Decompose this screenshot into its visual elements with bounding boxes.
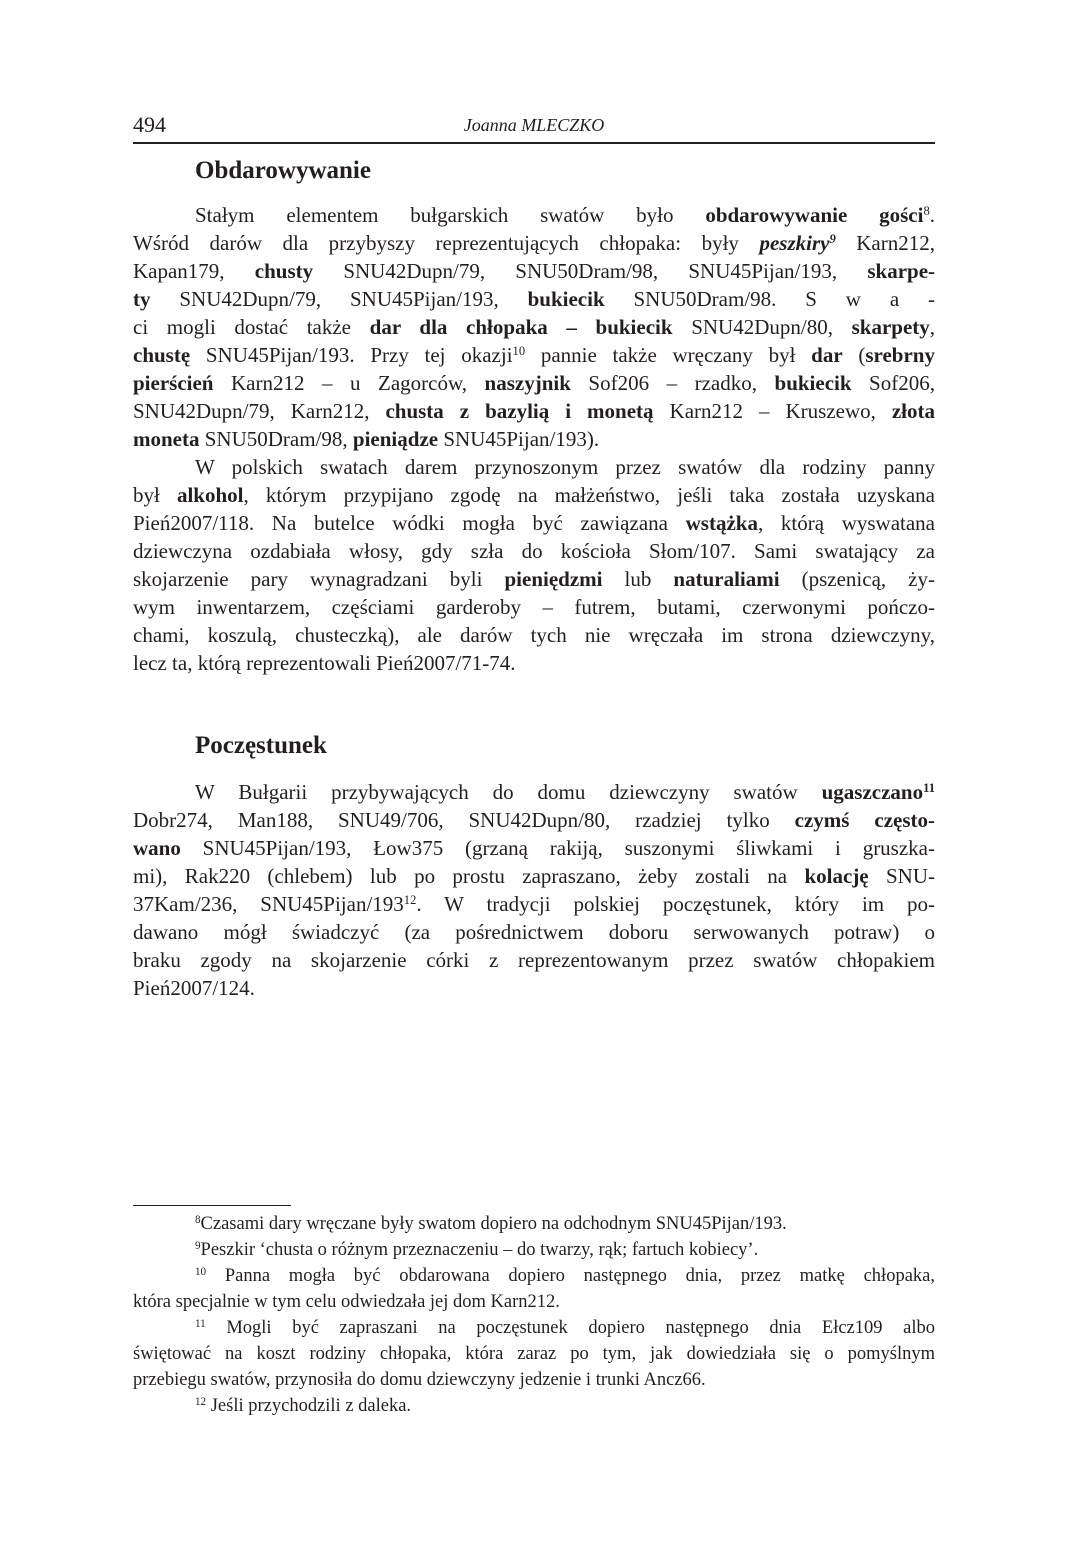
text-run: chami, koszulą, chusteczką), ale darów tych nie wręczała im strona dziewczyny, bbox=[133, 623, 935, 647]
text-line bbox=[133, 806, 935, 834]
text-run: . bbox=[929, 203, 935, 227]
text-run: SNU42Dupn/80, bbox=[672, 315, 852, 339]
text-run: Pień2007/118. Na butelce wódki mogła być zawiązana bbox=[133, 511, 686, 535]
page-number: 494 bbox=[133, 112, 166, 137]
bold-term: złota bbox=[891, 399, 935, 423]
text-run: pannie także wręczany był bbox=[525, 343, 812, 367]
text-line bbox=[133, 509, 935, 537]
footnote-marker: 10 bbox=[512, 344, 526, 359]
bold-term: ugaszczano bbox=[821, 780, 924, 804]
text-line bbox=[133, 1341, 935, 1367]
text-run: skojarzenie pary wynagradzani byli bbox=[133, 567, 505, 591]
text-run: Dobr274, Man188, SNU49/706, SNU42Dupn/80, rzadziej tylko bbox=[133, 808, 795, 832]
text-line bbox=[133, 425, 935, 453]
text-run: lecz ta, którą reprezentowali Pień2007/71-74. bbox=[133, 651, 516, 675]
footnote-marker: 10 bbox=[195, 1265, 207, 1278]
bold-term: peszkiry bbox=[759, 231, 830, 255]
text-run: mi), Rak220 (chlebem) lub po prostu zapraszano, żeby zostali na bbox=[133, 864, 805, 888]
text-line bbox=[133, 621, 935, 649]
header-rule bbox=[133, 142, 935, 144]
footnote-rule bbox=[133, 1205, 291, 1206]
text-line bbox=[133, 1315, 935, 1341]
bold-term: wstążka bbox=[685, 511, 758, 535]
footnotes bbox=[133, 1211, 935, 1419]
footnote-marker: 9 bbox=[829, 232, 836, 247]
text-run: W Bułgarii przybywających do domu dziewczyny swatów bbox=[195, 780, 822, 804]
text-line bbox=[133, 593, 935, 621]
bold-term: moneta bbox=[133, 427, 200, 451]
footnote-marker: 8 bbox=[195, 1213, 201, 1226]
bold-term: bukiecik bbox=[774, 371, 852, 395]
text-run: Sof206 – rzadko, bbox=[570, 371, 775, 395]
text-run: Wśród darów dla przybyszy reprezentujących chłopaka: były bbox=[133, 231, 760, 255]
bold-term: naszyjnik bbox=[484, 371, 571, 395]
text-run: dawano mógł świadczyć (za pośrednictwem doboru serwowanych potraw) o bbox=[133, 920, 935, 944]
text-run: ( bbox=[842, 343, 866, 367]
text-run: Karn212 – Kruszewo, bbox=[653, 399, 892, 423]
text-run: , którym przypijano zgodę na małżeństwo, jeśli taka została uzyskana bbox=[243, 483, 935, 507]
bold-term: obdarowywanie gości bbox=[705, 203, 924, 227]
text-line bbox=[133, 257, 935, 285]
text-run: . W tradycji polskiej poczęstunek, który im po- bbox=[416, 892, 935, 916]
bold-term: chusta z bazylią i monetą bbox=[385, 399, 654, 423]
text-run: ci mogli dostać także bbox=[133, 315, 370, 339]
text-run: SNU45Pijan/193). bbox=[438, 427, 600, 451]
text-run: Karn212 – u Zagorców, bbox=[213, 371, 485, 395]
text-run: SNU50Dram/98. S w a - bbox=[604, 287, 935, 311]
bold-term: alkohol bbox=[176, 483, 244, 507]
bold-term: wano bbox=[133, 836, 181, 860]
text-line bbox=[133, 649, 935, 677]
text-run: Kapan179, bbox=[133, 259, 255, 283]
text-line bbox=[133, 229, 935, 257]
footnote-marker: 9 bbox=[195, 1239, 201, 1252]
text-run: Peszkir ‘chusta o różnym przeznaczeniu – do twarzy, rąk; fartuch kobiecy’. bbox=[200, 1240, 759, 1260]
text-line bbox=[133, 946, 935, 974]
text-run: był bbox=[133, 483, 177, 507]
text-line bbox=[133, 1393, 935, 1419]
text-run: Mogli być zapraszani na poczęstunek dopiero następnego dnia Ełcz109 albo bbox=[205, 1318, 935, 1338]
text-run: dziewczyna ozdabiała włosy, gdy szła do kościoła Słom/107. Sami swatający za bbox=[133, 539, 935, 563]
text-run: SNU45Pijan/193. Przy tej okazji bbox=[190, 343, 513, 367]
text-run: wym inwentarzem, częściami garderoby – futrem, butami, czerwonymi pończo- bbox=[133, 595, 935, 619]
footnote-marker: 12 bbox=[195, 1395, 207, 1408]
text-line bbox=[133, 778, 935, 806]
text-run: Jeśli przychodzili z daleka. bbox=[206, 1396, 412, 1416]
text-line bbox=[133, 369, 935, 397]
footnote-marker: 8 bbox=[923, 204, 930, 219]
section-body-poczestunek bbox=[133, 778, 935, 1002]
text-run: Panna mogła być obdarowana dopiero następnego dnia, przez matkę chłopaka, bbox=[206, 1266, 935, 1286]
text-line bbox=[133, 1263, 935, 1289]
bold-term: pierścień bbox=[133, 371, 214, 395]
paragraph bbox=[133, 201, 935, 453]
text-run: świętować na koszt rodziny chłopaka, która zaraz po tym, jak dowiedziała się o pomyślnym bbox=[133, 1344, 935, 1364]
bold-term: czymś często- bbox=[794, 808, 935, 832]
text-line bbox=[133, 313, 935, 341]
footnote-marker: 11 bbox=[923, 781, 935, 796]
text-line bbox=[133, 201, 935, 229]
text-run: SNU50Dram/98, bbox=[199, 427, 353, 451]
text-line bbox=[133, 537, 935, 565]
text-run: W polskich swatach darem przynoszonym przez swatów dla rodziny panny bbox=[195, 455, 935, 479]
text-run: SNU42Dupn/79, SNU45Pijan/193, bbox=[150, 287, 528, 311]
bold-term: pieniędzmi bbox=[504, 567, 603, 591]
paragraph bbox=[133, 778, 935, 1002]
text-line bbox=[133, 1367, 935, 1393]
text-run: 37Kam/236, SNU45Pijan/193 bbox=[133, 892, 404, 916]
text-run: SNU42Dupn/79, SNU50Dram/98, SNU45Pijan/193, bbox=[313, 259, 868, 283]
text-line bbox=[133, 1237, 935, 1263]
text-run: , bbox=[929, 315, 936, 339]
section-body-obdarowywanie bbox=[133, 201, 935, 677]
text-run: braku zgody na skojarzenie córki z reprezentowanym przez swatów chłopakiem bbox=[133, 948, 935, 972]
footnote-marker: 12 bbox=[403, 893, 417, 908]
text-line bbox=[133, 1211, 935, 1237]
text-run: SNU45Pijan/193, Łow375 (grzaną rakiją, suszonymi śliwkami i gruszka- bbox=[180, 836, 935, 860]
bold-term: srebrny bbox=[865, 343, 935, 367]
bold-term: kolację bbox=[804, 864, 869, 888]
bold-term: chusty bbox=[254, 259, 314, 283]
text-line bbox=[133, 974, 935, 1002]
section-heading-obdarowywanie: Obdarowywanie bbox=[195, 157, 371, 184]
footnote-marker: 11 bbox=[195, 1317, 206, 1330]
text-line bbox=[133, 862, 935, 890]
bold-term: skarpe- bbox=[867, 259, 936, 283]
text-run: która specjalnie w tym celu odwiedzała jej dom Karn212. bbox=[133, 1292, 560, 1312]
text-run: Czasami dary wręczane były swatom dopiero na odchodnym SNU45Pijan/193. bbox=[200, 1214, 787, 1234]
text-run: SNU42Dupn/79, Karn212, bbox=[133, 399, 386, 423]
text-line bbox=[133, 890, 935, 918]
bold-term: skarpety bbox=[851, 315, 930, 339]
text-line bbox=[133, 397, 935, 425]
text-line bbox=[133, 481, 935, 509]
text-run: (pszenicą, ży- bbox=[779, 567, 935, 591]
text-line bbox=[133, 565, 935, 593]
section-heading-poczestunek: Poczęstunek bbox=[195, 732, 327, 759]
text-line bbox=[133, 341, 935, 369]
text-line bbox=[133, 834, 935, 862]
text-run: lub bbox=[602, 567, 674, 591]
bold-term: dar bbox=[811, 343, 843, 367]
text-run: SNU- bbox=[868, 864, 935, 888]
text-line bbox=[133, 453, 935, 481]
text-run: Pień2007/124. bbox=[133, 976, 255, 1000]
text-line bbox=[133, 1289, 935, 1315]
bold-term: naturaliami bbox=[673, 567, 780, 591]
text-run: , którą wyswatana bbox=[757, 511, 935, 535]
text-line bbox=[133, 285, 935, 313]
bold-term: ty bbox=[133, 287, 151, 311]
bold-term: pieniądze bbox=[352, 427, 439, 451]
bold-term: chustę bbox=[133, 343, 191, 367]
text-run: przebiegu swatów, przynosiła do domu dziewczyny jedzenie i trunki Ancz66. bbox=[133, 1370, 706, 1390]
text-line bbox=[133, 918, 935, 946]
running-header-author: Joanna MLECZKO bbox=[463, 115, 605, 135]
bold-term: dar dla chłopaka – bukiecik bbox=[369, 315, 673, 339]
bold-term: bukiecik bbox=[527, 287, 605, 311]
paragraph bbox=[133, 453, 935, 677]
text-run: Sof206, bbox=[851, 371, 935, 395]
text-run: Karn212, bbox=[835, 231, 936, 255]
text-run: Stałym elementem bułgarskich swatów było bbox=[195, 203, 706, 227]
